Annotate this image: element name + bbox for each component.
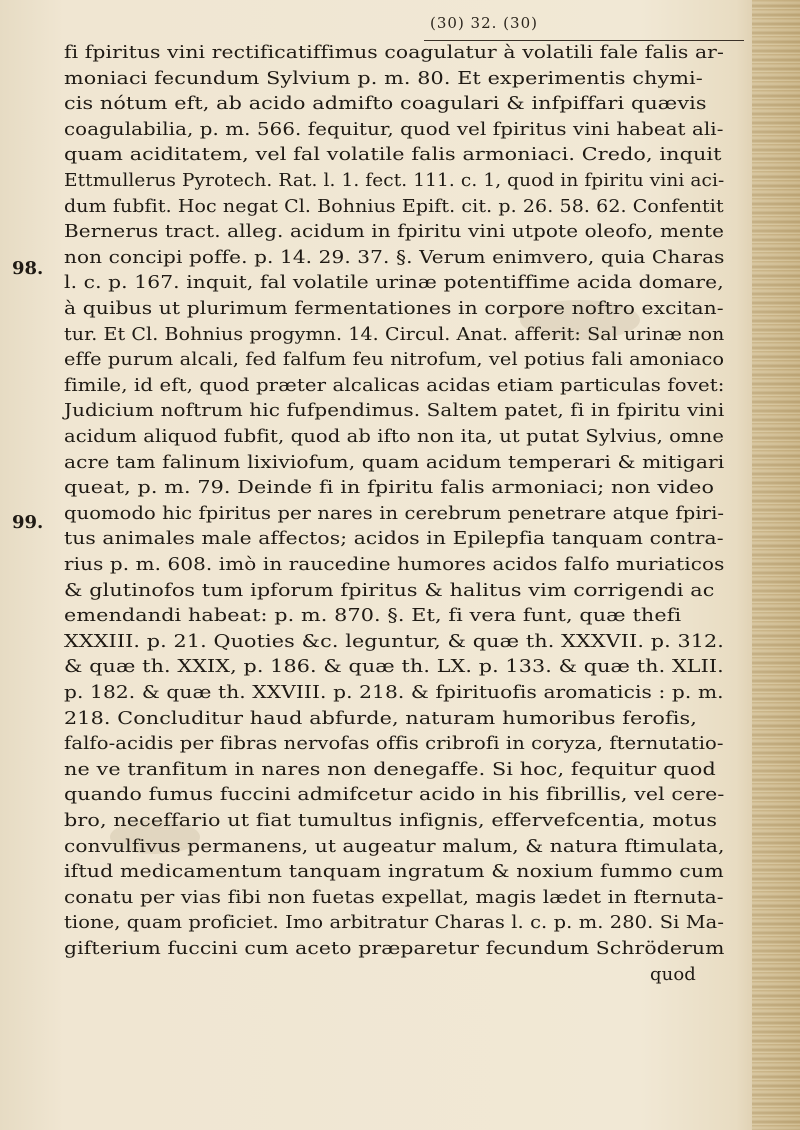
header-rule bbox=[424, 40, 744, 41]
text-line: bro, neceffario ut fiat tumultus infignis, effervefcentia, motus bbox=[64, 810, 718, 831]
text-line: falfo-acidis per fibras nervofas offis cribrofi in coryza, fternutatio- bbox=[64, 733, 724, 755]
text-line: quod bbox=[650, 963, 696, 985]
text-line: fi fpiritus vini rectificatiffimus coagulatur à volatili fale falis ar- bbox=[64, 42, 724, 63]
text-line: convulfivus permanens, ut augeatur malum, & natura ftimulata, bbox=[64, 835, 725, 857]
text-line: gifterium fuccini cum aceto præparetur fecundum Schröderum bbox=[64, 938, 725, 959]
text-line: conatu per vias fibi non fuetas expellat, magis lædet in fternuta- bbox=[64, 886, 724, 908]
text-line: l. c. p. 167. inquit, fal volatile urinæ potentiffime acida domare, bbox=[64, 272, 724, 294]
text-line: acre tam falinum lixiviofum, quam acidum temperari & mitigari bbox=[64, 451, 725, 473]
text-line: & quæ th. XXIX, p. 186. & quæ th. LX. p. 133. & quæ th. XLII. bbox=[64, 656, 724, 678]
text-line: quam aciditatem, vel fal volatile falis armoniaci. Credo, inquit bbox=[64, 144, 722, 166]
text-line: iftud medicamentum tanquam ingratum & noxium fummo cum bbox=[64, 861, 724, 883]
text-line: rius p. m. 608. imò in raucedine humores acidos falfo muriaticos bbox=[64, 554, 725, 575]
text-line: p. 182. & quæ th. XXVIII. p. 218. & fpirituofis aromaticis : p. m. bbox=[64, 682, 724, 703]
text-line: emendandi habeat: p. m. 870. §. Et, fi vera funt, quæ thefi bbox=[64, 605, 682, 627]
margin-number: 98. bbox=[12, 258, 44, 279]
text-line: & glutinofos tum ipforum fpiritus & halitus vim corrigendi ac bbox=[64, 579, 715, 601]
text-line: XXXIII. p. 21. Quoties &c. leguntur, & quæ th. XXXVII. p. 312. bbox=[64, 630, 724, 652]
page-edge-shadow bbox=[752, 0, 800, 1130]
text-line: quomodo hic fpiritus per nares in cerebrum penetrare atque fpiri- bbox=[64, 502, 725, 524]
text-line: cis nótum eft, ab acido admifto coagulari & infpiffari quævis bbox=[64, 93, 707, 115]
text-line: 218. Concluditur haud abfurde, naturam humoribus ferofis, bbox=[64, 707, 697, 729]
text-line: moniaci fecundum Sylvium p. m. 80. Et experimentis chymi- bbox=[64, 67, 703, 89]
text-line: ne ve tranfitum in nares non denegaffe. Si hoc, fequitur quod bbox=[64, 758, 716, 780]
text-line: acidum aliquod fubfit, quod ab ifto non ita, ut putat Sylvius, omne bbox=[64, 426, 724, 447]
text-line: dum fubfit. Hoc negat Cl. Bohnius Epift. cit. p. 26. 58. 62. Confentit bbox=[64, 195, 724, 217]
text-line: Judicium noftrum hic fufpendimus. Saltem patet, fi in fpiritu vini bbox=[64, 400, 725, 422]
text-line: queat, p. m. 79. Deinde fi in fpiritu falis armoniaci; non video bbox=[64, 477, 715, 499]
text-line: tus animales male affectos; acidos in Epilepfia tanquam contra- bbox=[64, 528, 724, 550]
text-line: fimile, id eft, quod præter alcalicas acidas etiam particulas fovet: bbox=[64, 374, 725, 396]
text-line: Ettmullerus Pyrotech. Rat. l. 1. fect. 111. c. 1, quod in fpiritu vini aci- bbox=[64, 170, 725, 191]
text-line: tione, quam proficiet. Imo arbitratur Charas l. c. p. m. 280. Si Ma- bbox=[64, 912, 725, 934]
text-line: quando fumus fuccini admifcetur acido in his fibrillis, vel cere- bbox=[64, 784, 725, 806]
margin-number: 99. bbox=[12, 512, 44, 533]
page-header: (30) 32. (30) bbox=[430, 14, 538, 32]
text-line: coagulabilia, p. m. 566. fequitur, quod vel fpiritus vini habeat ali- bbox=[64, 118, 724, 140]
text-line: Bernerus tract. alleg. acidum in fpiritu vini utpote oleofo, mente bbox=[64, 221, 725, 243]
text-line: à quibus ut plurimum fermentationes in corpore noftro excitan- bbox=[64, 298, 724, 319]
text-line: effe purum alcali, fed falfum feu nitrofum, vel potius fali amoniaco bbox=[64, 349, 725, 371]
text-line: non concipi poffe. p. 14. 29. 37. §. Verum enimvero, quia Charas bbox=[64, 246, 725, 268]
text-line: tur. Et Cl. Bohnius progymn. 14. Circul. Anat. afferit: Sal urinæ non bbox=[64, 323, 725, 345]
